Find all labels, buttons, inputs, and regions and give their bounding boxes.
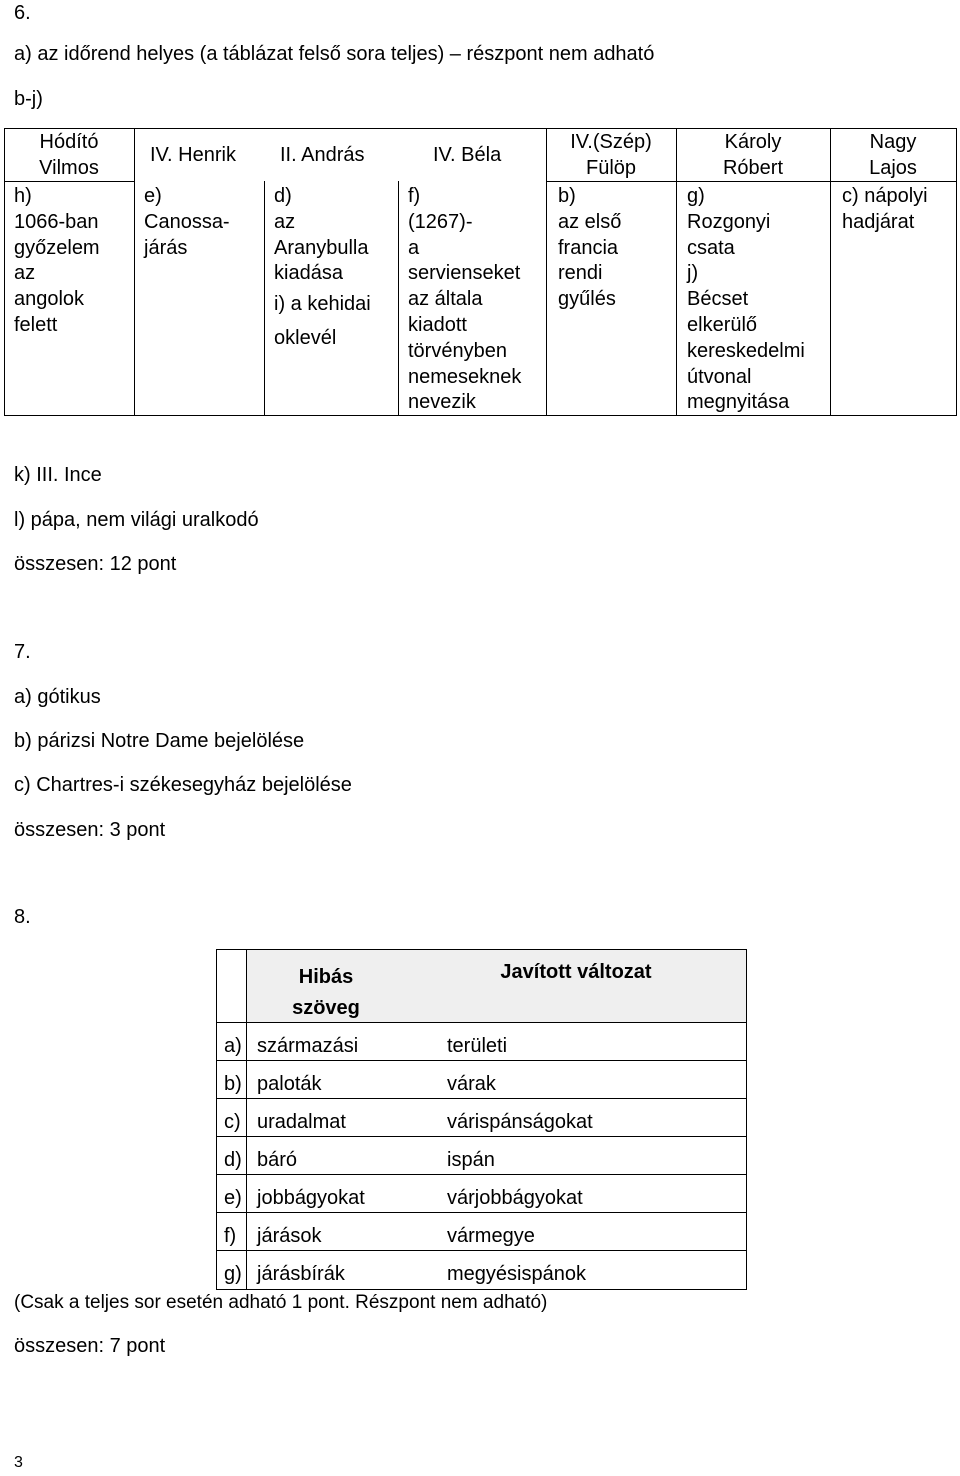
page-number: 3 (14, 1454, 23, 1471)
row-wrong: jobbágyokat (257, 1187, 365, 1209)
cell-ii-andras-kehidai: i) a kehidai (274, 293, 371, 315)
row-letter: a) (224, 1035, 242, 1057)
row-fixed: várak (447, 1073, 496, 1095)
cell-karoly-robert: g) Rozgonyi csata j) Bécset elkerülő kereskedelmi útvonal megnyitása (687, 185, 805, 414)
cell-iv-henrik: e) Canossa- járás (144, 185, 230, 259)
q8-number: 8. (14, 906, 31, 928)
q7-a: a) gótikus (14, 686, 101, 708)
header-javitott-valtozat: Javított változat (500, 961, 652, 983)
q6-number: 6. (14, 2, 31, 24)
row-fixed: ispán (447, 1149, 495, 1171)
q6-l-line: l) pápa, nem világi uralkodó (14, 509, 259, 531)
q7-c: c) Chartres-i székesegyház bejelölése (14, 774, 352, 796)
q7-total-label: összesen: (14, 819, 110, 841)
q7-number: 7. (14, 641, 31, 663)
header-karoly-robert: Károly Róbert (722, 131, 784, 179)
row-wrong: járásbírák (257, 1263, 345, 1285)
q7-total-value: 3 pont (109, 819, 166, 841)
header-szep-fulop: IV.(Szép) Fülöp (570, 131, 652, 179)
row-fixed: várispánságokat (447, 1111, 593, 1133)
q6-total (14, 551, 176, 577)
header-szoveg: szöveg (292, 997, 360, 1019)
q8-note: (Csak a teljes sor esetén adható 1 pont. Részpont nem adható) (14, 1292, 548, 1313)
cell-hodito-vilmos: h) 1066-ban győzelem az angolok felett (14, 185, 100, 336)
q6-k-line: k) III. Ince (14, 464, 102, 486)
row-letter: e) (224, 1187, 242, 1209)
cell-ii-andras-oklevel: oklevél (274, 327, 337, 349)
row-letter: d) (224, 1149, 242, 1171)
row-letter: b) (224, 1073, 242, 1095)
row-wrong: származási (257, 1035, 359, 1057)
header-hodito-vilmos: Hódító Vilmos (39, 131, 99, 179)
row-fixed: területi (447, 1035, 508, 1057)
row-fixed: várjobbágyokat (447, 1187, 583, 1209)
q6-a-line: a) az időrend helyes (a táblázat felső sora teljes) – részpont nem adható (14, 43, 655, 65)
row-letter: g) (224, 1263, 242, 1285)
row-wrong: paloták (257, 1073, 322, 1095)
q6-bj-line: b-j) (14, 88, 43, 110)
q7-total (14, 817, 165, 843)
header-iv-henrik: IV. Henrik (150, 144, 236, 166)
header-iv-bela: IV. Béla (433, 144, 502, 166)
row-letter: c) (224, 1111, 241, 1133)
row-wrong: uradalmat (257, 1111, 346, 1133)
row-wrong: járások (257, 1225, 322, 1247)
header-ii-andras: II. András (280, 144, 365, 166)
cell-szep-fulop: b) az első francia rendi gyűlés (558, 185, 622, 311)
header-nagy-lajos: Nagy Lajos (869, 131, 917, 179)
row-fixed: vármegye (447, 1225, 535, 1247)
q7-b: b) párizsi Notre Dame bejelölése (14, 730, 305, 752)
q6-total-label: összesen: (14, 553, 110, 575)
q8-total-label: összesen: (14, 1335, 110, 1357)
row-wrong: báró (257, 1149, 298, 1171)
cell-ii-andras-aranybulla: d) az Aranybulla kiadása (274, 185, 369, 285)
q8-total (14, 1333, 165, 1359)
cell-iv-bela: f) (1267)- a servienseket az általa kiadott törvényben nemeseknek nevezik (408, 185, 522, 414)
row-letter: f) (224, 1225, 237, 1247)
cell-nagy-lajos: c) nápolyi hadjárat (842, 185, 928, 233)
header-hibas: Hibás (298, 966, 354, 988)
q6-total-value: 12 pont (109, 553, 177, 575)
row-fixed: megyésispánok (447, 1263, 586, 1285)
q8-total-value: 7 pont (109, 1335, 166, 1357)
